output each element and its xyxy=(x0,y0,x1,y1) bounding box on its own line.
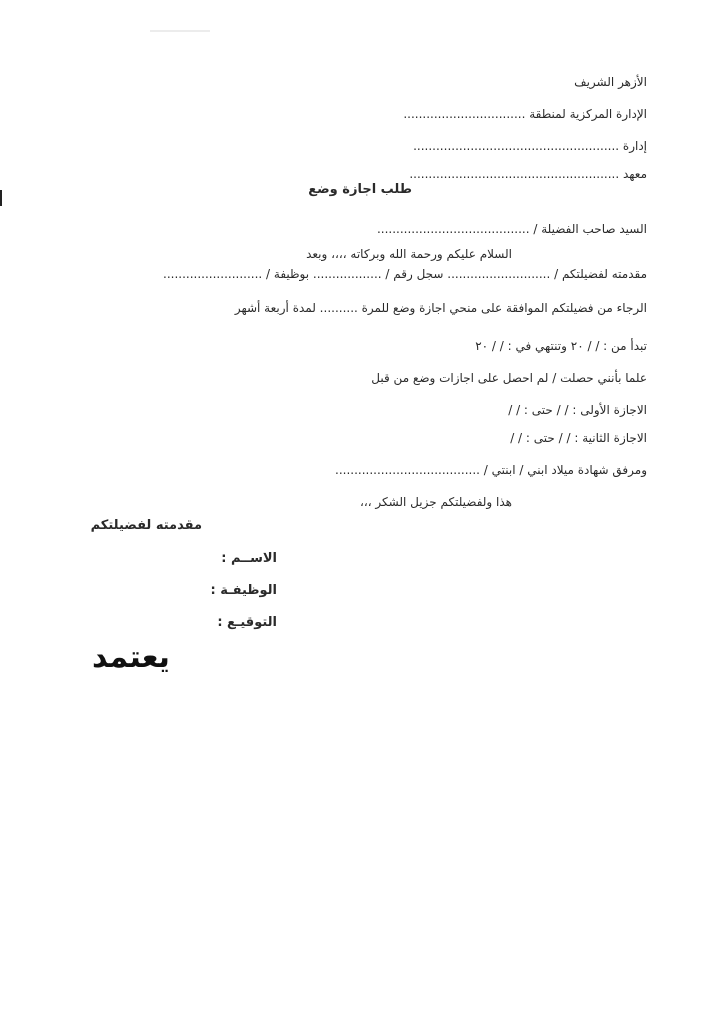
scan-edge-mark xyxy=(0,190,2,206)
header-institute: معهد ....................................................... xyxy=(409,167,647,181)
scan-artifact xyxy=(150,30,210,32)
first-leave-line: الاجازة الأولى : / / حتى : / / xyxy=(508,403,647,417)
request-line: الرجاء من فضيلتكم الموافقة على منحي اجازة وضع للمرة .......... لمدة أربعة أشهر xyxy=(234,301,647,315)
addressee-line: السيد صاحب الفضيلة / ........................................ xyxy=(376,222,647,236)
header-administration: إدارة ...................................................... xyxy=(413,139,647,153)
period-line: تبدأ من : / / ٢٠ وتنتهي في : / / ٢٠ xyxy=(475,339,647,353)
second-leave-line: الاجازة الثانية : / / حتى : / / xyxy=(510,431,647,445)
birth-certificate-line: ومرفق شهادة ميلاد ابني / ابنتي / ...................................... xyxy=(335,463,647,477)
applicant-line: مقدمته لفضيلتكم / ........................... سجل رقم / .................. بوظيفة / .......................... xyxy=(163,267,647,281)
form-title: طلب اجازة وضع xyxy=(308,182,412,197)
signature-heading: مقدمته لفضيلتكم xyxy=(90,518,202,533)
closing-line: هذا ولفضيلتكم جزيل الشكر ،،، xyxy=(359,495,512,509)
header-institution: الأزهر الشريف xyxy=(574,75,647,89)
signature-label: التوقيـع : xyxy=(217,615,277,630)
name-label: الاســم : xyxy=(221,551,277,566)
header-central-administration: الإدارة المركزية لمنطقة ................................ xyxy=(403,107,647,121)
job-label: الوظيفـة : xyxy=(210,583,277,598)
previous-leave-note: علما بأنني حصلت / لم احصل على اجازات وضع من قبل xyxy=(371,371,647,385)
approval-stamp: يعتمد xyxy=(92,640,170,675)
greeting-line: السلام عليكم ورحمة الله وبركاته ،،،، وبعد xyxy=(306,247,512,261)
